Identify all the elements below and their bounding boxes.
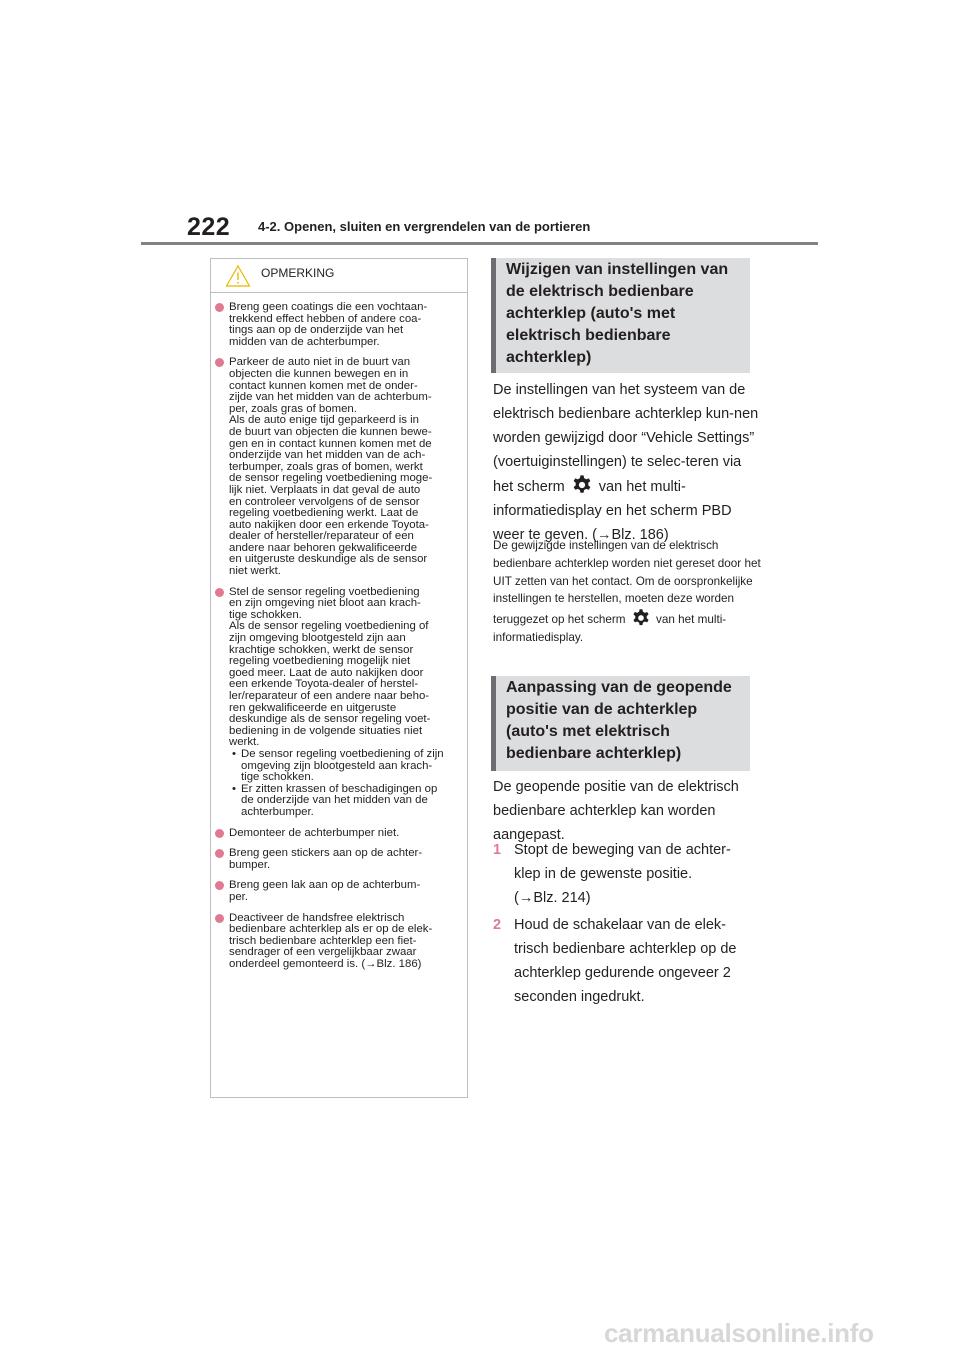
gear-icon bbox=[631, 608, 651, 628]
header-divider bbox=[141, 242, 818, 245]
section-heading-open-position: Aanpassing van de geopende positie van de achterklep (auto's met elektrisch bedienbare achterklep) bbox=[491, 676, 750, 771]
note-header bbox=[211, 259, 467, 295]
step-1 bbox=[493, 838, 763, 910]
settings-paragraph-text-start: De instellingen van het systeem van de elektrisch bedienbare achterklep kun-nen worden gewijzigd door “Vehicle Settings” (voertuiginstellingen) te selec-teren via het scherm bbox=[493, 382, 759, 495]
settings-note-text-end: van het multi-informatiedisplay. bbox=[493, 613, 727, 644]
step-text: Houd de schakelaar van de elek- trisch bedienbare achterklep op de achterklep gedurende ongeveer 2 seconden ingedrukt. bbox=[514, 917, 737, 1005]
step-number: 2 bbox=[493, 917, 502, 933]
step-number: 1 bbox=[493, 842, 502, 858]
note-item bbox=[211, 880, 467, 903]
note-list bbox=[211, 302, 467, 979]
step-text: Stopt de beweging van de achter- klep in de gewenste positie. (→Blz. 214) bbox=[514, 842, 731, 906]
note-item bbox=[211, 848, 467, 871]
note-title: OPMERKING bbox=[261, 266, 335, 280]
note-sub-item bbox=[229, 784, 461, 819]
bullet-icon bbox=[215, 829, 224, 838]
note-item-text: Deactiveer de handsfree elektrisch bedienbare achterklep als er op de elek- trisch bedienbare achterklep een fiet- sendrager of een vergelijkbaar zwaar onderdeel gemonteerd is. (→Blz. 186) bbox=[229, 911, 433, 970]
settings-note-text-start: De gewijzigde instellingen van de elektrisch bedienbare achterklep worden niet gereset door het UIT zetten van het contact. Om de oorspronkelijke instellingen te herstellen, moeten deze worden teruggezet op het scherm bbox=[493, 539, 761, 627]
note-sub-item-text: De sensor regeling voetbediening of zijn omgeving zijn blootgesteld aan krach- tige schokken. bbox=[241, 747, 444, 784]
watermark: carmanualsonline.info bbox=[604, 1318, 874, 1348]
caution-note-box bbox=[210, 258, 468, 1098]
bullet-icon bbox=[215, 588, 224, 597]
note-item-text: Breng geen lak aan op de achterbum- per. bbox=[229, 879, 421, 903]
open-position-intro: De geopende positie van de elektrisch bedienbare achterklep kan worden aangepast. bbox=[493, 779, 739, 843]
step-2 bbox=[493, 913, 763, 1009]
note-divider bbox=[211, 292, 467, 293]
note-item-text: Demonteer de achterbumper niet. bbox=[229, 826, 400, 839]
note-item-text: Stel de sensor regeling voetbediening en zijn omgeving niet bloot aan krach- tige schokken. Als de sensor regeling voetbediening of zijn omgeving blootgesteld zijn aan krachtige schokken, werkt de sensor regeling voetbediening mogelijk niet goed meer. Laat de auto nakijken door een erkende Toyota-dealer of herstel- ler/reparateur of een andere naar beho- ren gekwalificeerde en uitgeruste deskundige als de sensor regeling voet- bediening in de volgende situaties niet werkt. bbox=[229, 585, 431, 749]
note-item-text: Parkeer de auto niet in de buurt van objecten die kunnen bewegen en in contact kunnen komen met de onder- zijde van het midden van de achterbum- per, zoals gras of bomen. Als de auto enige tijd geparkeerd is in de buurt van objecten die kunnen bewe- gen en in contact kunnen komen met de onderzijde van het midden van de ach- terbumper, zoals gras of bomen, werkt de sensor regeling voetbediening moge- lijk niet. Verplaats in dat geval de auto en controleer vervolgens of de sensor regeling voetbediening werkt. Laat de auto nakijken door een erkende Toyota- dealer of hersteller/reparateur of een andere naar behoren gekwalificeerde en uitgeruste deskundige als de sensor niet werkt. bbox=[229, 356, 433, 578]
note-item bbox=[211, 302, 467, 348]
note-item bbox=[211, 828, 467, 840]
section-heading-settings: Wijzigen van instellingen van de elektrisch bedienbare achterklep (auto's met elektrisch bedienbare achterklep) bbox=[491, 258, 750, 373]
note-item bbox=[211, 913, 467, 971]
sub-bullet-icon: • bbox=[232, 747, 236, 760]
note-sub-item bbox=[229, 749, 461, 784]
sub-bullet-icon: • bbox=[232, 782, 236, 795]
note-item bbox=[211, 587, 467, 819]
settings-paragraph-text-end: van het multi-informatiedisplay en het scherm PBD weer te geven. (→Blz. 186) bbox=[493, 479, 732, 543]
note-item bbox=[211, 357, 467, 577]
note-sub-list bbox=[229, 749, 461, 819]
note-item-text: Breng geen stickers aan op de achter- bumper. bbox=[229, 847, 423, 871]
settings-paragraph bbox=[493, 378, 763, 547]
bullet-icon bbox=[215, 303, 224, 312]
settings-note-paragraph bbox=[493, 537, 763, 647]
gear-icon bbox=[571, 474, 593, 496]
bullet-icon bbox=[215, 358, 224, 367]
warning-triangle-icon bbox=[225, 264, 251, 288]
note-sub-item-text: Er zitten krassen of beschadigingen op de onderzijde van het midden van de achterbumper. bbox=[241, 782, 438, 818]
bullet-icon bbox=[215, 849, 224, 858]
page-number: 222 bbox=[187, 213, 231, 241]
bullet-icon bbox=[215, 881, 224, 890]
bullet-icon bbox=[215, 914, 224, 923]
note-item-text: Breng geen coatings die een vochtaan- trekkend effect hebben of andere coa- tings aan op de onderzijde van het midden van de achterbumper. bbox=[229, 301, 428, 348]
section-header-title: 4-2. Openen, sluiten en vergrendelen van de portieren bbox=[258, 219, 591, 234]
